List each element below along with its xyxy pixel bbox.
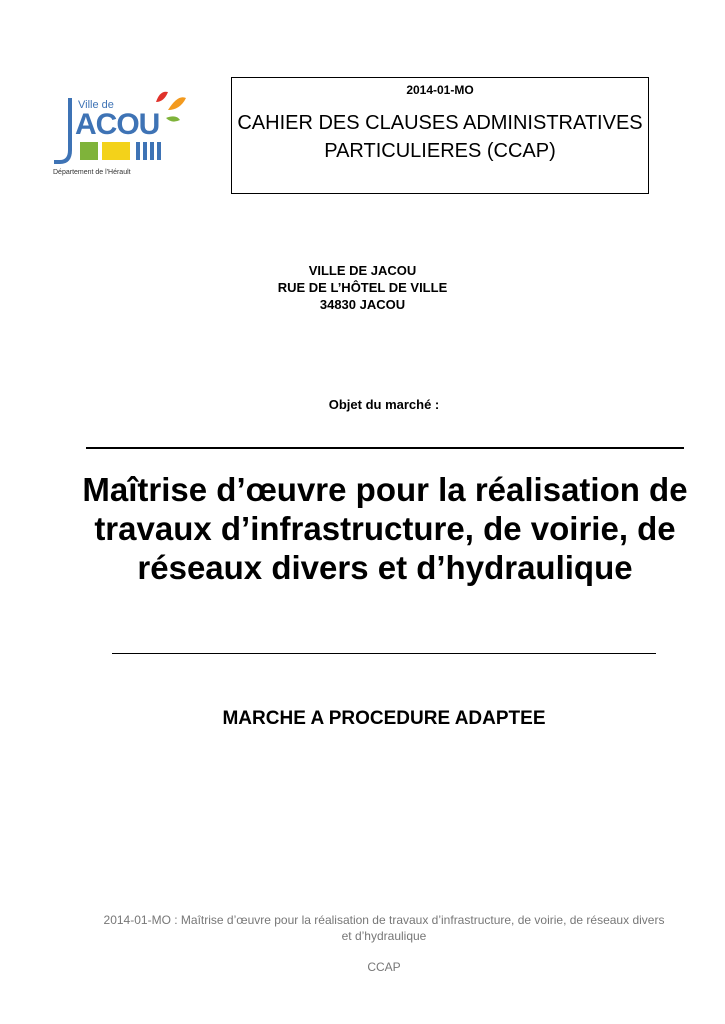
jacou-logo bbox=[50, 88, 190, 180]
svg-text:ACOU: ACOU bbox=[75, 108, 160, 141]
procedure-type: MARCHE A PROCEDURE ADAPTEE bbox=[222, 708, 546, 729]
page-footer-text: 2014-01-MO : Maîtrise d’œuvre pour la réalisation de travaux d’infrastructure, de voirie, de réseaux divers et d’hydraulique bbox=[103, 913, 665, 943]
divider-bottom bbox=[112, 653, 656, 654]
address-line-1: VILLE DE JACOU bbox=[308, 263, 417, 278]
object-label: Objet du marché : bbox=[328, 397, 440, 412]
page-footer-code: CCAP bbox=[367, 960, 401, 974]
logo-ville-de: Ville de bbox=[78, 99, 114, 111]
address-block bbox=[0, 262, 725, 313]
document-type-title: CAHIER DES CLAUSES ADMINISTRATIVES PARTICULIERES (CCAP) bbox=[237, 112, 643, 162]
address-line-3: 34830 JACOU bbox=[319, 297, 406, 312]
document-reference: 2014-01-MO bbox=[406, 83, 474, 97]
header-box bbox=[231, 77, 649, 194]
contract-title: Maîtrise d’œuvre pour la réalisation de travaux d’infrastructure, de voirie, de réseaux divers et d’hydraulique bbox=[82, 471, 688, 586]
address-line-2: RUE DE L’HÔTEL DE VILLE bbox=[277, 280, 448, 295]
divider-top bbox=[86, 447, 684, 449]
logo-subtitle: Département de l'Hérault bbox=[53, 169, 131, 176]
